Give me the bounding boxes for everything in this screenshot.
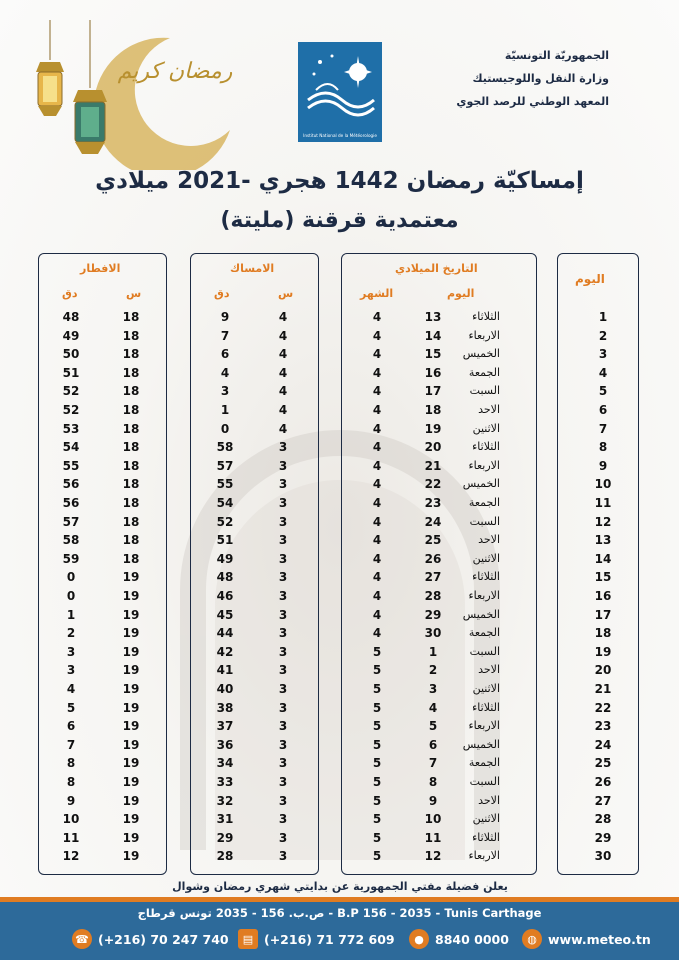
day-number-cell: 21 [594,682,612,696]
footer-address: ص.ب. 156 - 2035 تونس قرطاج - B.P 156 - 2035 - Tunis Carthage [137,906,542,920]
day-number-cell: 30 [594,849,612,864]
month-cell: 5 [372,775,382,789]
imsak-hour-cell: 3 [278,570,288,585]
month-cell: 5 [372,737,382,752]
date-day-cell: 29 [424,607,442,622]
date-day-cell: 10 [424,812,442,827]
day-number-cell: 14 [594,551,612,566]
month-cell: 4 [372,421,382,436]
month-cell: 5 [372,663,382,678]
imsak-hour-cell: 3 [278,756,288,771]
iftar-hour-cell: 18 [122,533,140,548]
month-cell: 4 [372,365,382,380]
iftar-minute-cell: 58 [62,533,80,548]
iftar-hour-cell: 19 [122,793,140,808]
ramadan-decoration [30,20,250,170]
iftar-minute-cell: 11 [62,830,80,845]
day-number-cell: 9 [598,458,608,473]
imsak-minute-cell: 6 [220,347,230,362]
date-day-cell: 2 [428,663,438,678]
date-day-cell: 17 [424,384,442,399]
day-number-cell: 27 [594,793,612,808]
weekday-cell: السبت [469,644,500,658]
day-number-cell: 13 [594,533,612,548]
day-number-cell: 15 [594,570,612,585]
institute-logo [298,42,382,142]
imsak-minute-cell: 36 [216,737,234,752]
website-text: www.meteo.tn [548,931,651,947]
weekday-cell: الثلاثاء [472,570,500,584]
day-number-cell: 19 [594,644,612,659]
day-number-cell: 12 [594,514,612,529]
month-cell: 5 [372,756,382,771]
ministry-header [456,44,609,113]
imsak-minute-cell: 37 [216,719,234,734]
greeting-calligraphy: رمضان كريم [117,59,233,84]
month-cell: 5 [372,849,382,864]
date-day-cell: 22 [424,477,442,492]
imsak-minute-cell: 28 [216,849,234,864]
weekday-cell: الثلاثاء [472,440,500,454]
weekday-cell: الثلاثاء [472,700,500,714]
weekday-cell: الاربعاء [468,589,500,602]
fax-text: (+216) 71 772 609 [264,931,395,947]
globe-icon: ◍ [522,929,542,949]
iftar-hour-cell: 19 [122,737,140,752]
imsak-minute-cell: 46 [216,589,234,603]
imsak-minute-cell: 55 [216,477,234,492]
iftar-minute-cell: 9 [66,793,76,808]
weekday-cell: الاثنين [472,421,500,435]
iftar-hour-header: س [126,287,142,300]
month-cell: 4 [372,570,382,585]
weekday-cell: الخميس [462,347,500,361]
imsak-minute-cell: 1 [220,403,230,417]
date-day-cell: 7 [428,756,438,771]
imsak-minute-cell: 42 [216,644,234,659]
iftar-hour-cell: 19 [122,607,140,622]
weekday-cell: الاحد [478,533,500,547]
iftar-minute-cell: 48 [62,310,80,324]
date-day-cell: 3 [428,682,438,696]
month-cell: 4 [372,626,382,641]
day-number-cell: 20 [594,663,612,678]
iftar-minute-cell: 52 [62,384,80,399]
imsak-hour-cell: 3 [278,626,288,641]
date-day-cell: 15 [424,347,442,362]
iftar-hour-cell: 18 [122,551,140,566]
imsak-minute-cell: 32 [216,793,234,808]
iftar-hour-cell: 19 [122,756,140,771]
imsak-hour-cell: 3 [278,793,288,808]
day-number-cell: 25 [594,756,612,771]
date-day-cell: 4 [428,700,438,715]
weekday-cell: الاثنين [472,812,500,826]
day-number-cell: 17 [594,607,612,622]
date-day-cell: 8 [428,775,438,789]
month-cell: 5 [372,700,382,715]
iftar-minute-cell: 51 [62,365,80,380]
weekday-cell: الخميس [462,477,500,491]
date-day-cell: 21 [424,458,442,473]
iftar-hour-cell: 18 [122,514,140,529]
day-number-cell: 10 [594,477,612,492]
iftar-hour-cell: 18 [122,477,140,492]
date-day-cell: 28 [424,589,442,603]
date-day-cell: 6 [428,737,438,752]
iftar-hour-cell: 18 [122,458,140,473]
iftar-hour-cell: 18 [122,384,140,399]
iftar-minute-cell: 10 [62,812,80,827]
iftar-hour-cell: 18 [122,328,140,343]
iftar-minute-cell: 55 [62,458,80,473]
imsak-hour-cell: 3 [278,440,288,455]
ministry-line: المعهد الوطني للرصد الجوي [456,95,609,108]
imsak-hour-cell: 3 [278,737,288,752]
date-day-cell: 12 [424,849,442,864]
month-cell: 5 [372,682,382,696]
day-number-cell: 7 [598,421,608,436]
iftar-hour-cell: 19 [122,700,140,715]
date-day-cell: 13 [424,310,442,324]
day-number-cell: 2 [598,328,608,343]
imsak-minute-cell: 29 [216,830,234,845]
iftar-minute-cell: 56 [62,477,80,492]
weekday-cell: الخميس [462,607,500,621]
iftar-hour-cell: 19 [122,775,140,789]
phone-contact[interactable] [72,928,229,950]
day-number-cell: 3 [598,347,608,362]
iftar-minute-cell: 4 [66,682,76,696]
iftar-hour-cell: 19 [122,719,140,734]
date-day-header: اليوم [447,287,475,300]
weekday-cell: الجمعة [468,496,500,509]
imsak-minute-cell: 9 [220,310,230,324]
month-cell: 4 [372,384,382,399]
date-day-cell: 1 [428,644,438,659]
imsak-hour-cell: 3 [278,514,288,529]
date-day-cell: 25 [424,533,442,548]
imsak-minute-cell: 31 [216,812,234,827]
weekday-cell: الاربعاء [468,719,500,733]
weekday-cell: الجمعة [468,365,500,379]
imsak-minute-cell: 52 [216,514,234,529]
day-number-cell: 4 [598,365,608,380]
imsak-hour-cell: 4 [278,365,288,380]
iftar-hour-cell: 18 [122,310,140,324]
month-cell: 4 [372,607,382,622]
day-number-cell: 26 [594,775,612,789]
ministry-line: وزارة النقل واللوجيستيك [472,72,609,85]
weekday-cell: السبت [469,384,500,398]
imsak-minute-cell: 3 [220,384,230,399]
iftar-minute-cell: 6 [66,719,76,734]
imsak-hour-cell: 3 [278,607,288,622]
month-cell: 4 [372,403,382,417]
month-cell: 5 [372,793,382,808]
month-cell: 4 [372,551,382,566]
imsak-minute-cell: 34 [216,756,234,771]
imsak-minute-cell: 51 [216,533,234,548]
weekday-cell: الاربعاء [468,849,500,863]
website-contact[interactable] [522,928,651,950]
imsak-minute-cell: 41 [216,663,234,678]
date-day-cell: 14 [424,328,442,343]
day-number-cell: 28 [594,812,612,827]
lantern-icon [36,62,64,116]
iftar-minute-cell: 52 [62,403,80,417]
imsak-minute-cell: 45 [216,607,234,622]
day-number-cell: 16 [594,589,612,603]
date-day-cell: 24 [424,514,442,529]
imsak-minute-cell: 0 [220,421,230,436]
weekday-cell: الخميس [462,737,500,751]
iftar-minute-cell: 7 [66,737,76,752]
date-day-cell: 11 [424,830,442,845]
imsak-hour-cell: 3 [278,644,288,659]
imsak-hour-cell: 3 [278,830,288,845]
green-number-text: 8840 0000 [435,931,509,947]
phone-icon: ☎ [72,929,92,949]
iftar-minute-cell: 0 [66,589,76,603]
iftar-minute-cell: 49 [62,328,80,343]
imsak-minute-cell: 57 [216,458,234,473]
imsak-minute-cell: 48 [216,570,234,585]
imsak-minute-cell: 40 [216,682,234,696]
imsak-minute-cell: 54 [216,496,234,510]
month-cell: 4 [372,533,382,548]
imsak-hour-cell: 3 [278,477,288,492]
imsak-hour-cell: 3 [278,700,288,715]
date-day-cell: 23 [424,496,442,510]
iftar-hour-cell: 18 [122,440,140,455]
green-number-contact[interactable] [409,928,509,950]
crescent-moon-icon [94,38,230,170]
imsak-hour-cell: 4 [278,310,288,324]
imsak-hour-cell: 4 [278,347,288,362]
fax-contact[interactable] [238,928,395,950]
iftar-hour-cell: 18 [122,421,140,436]
date-day-cell: 16 [424,365,442,380]
iftar-hour-cell: 19 [122,570,140,585]
imsak-minute-cell: 38 [216,700,234,715]
iftar-hour-cell: 19 [122,682,140,696]
imsak-hour-header: س [278,287,294,300]
imsak-hour-cell: 4 [278,421,288,436]
month-cell: 4 [372,477,382,492]
imsak-hour-cell: 3 [278,533,288,548]
iftar-minute-cell: 0 [66,570,76,585]
imsak-hour-cell: 3 [278,719,288,734]
iftar-hour-cell: 18 [122,496,140,510]
imsak-minute-cell: 4 [220,365,230,380]
iftar-hour-cell: 19 [122,663,140,678]
month-header: الشهر [360,287,394,300]
month-cell: 4 [372,589,382,603]
month-cell: 4 [372,458,382,473]
iftar-minute-cell: 12 [62,849,80,864]
date-day-cell: 9 [428,793,438,808]
imsak-hour-cell: 3 [278,496,288,510]
iftar-minute-cell: 54 [62,440,80,455]
weekday-cell: السبت [469,514,500,528]
logo-caption: Institut National de la Météorologie [303,133,377,138]
imsak-hour-cell: 4 [278,384,288,399]
page-subtitle: معتمدية قرقنة (مليتة) [220,208,459,233]
imsak-minute-cell: 33 [216,775,234,789]
iftar-hour-cell: 19 [122,830,140,845]
month-cell: 5 [372,644,382,659]
iftar-hour-cell: 19 [122,626,140,641]
imsak-header: الامساك [230,262,275,275]
date-day-cell: 26 [424,551,442,566]
month-cell: 4 [372,514,382,529]
month-cell: 4 [372,347,382,362]
iftar-minute-cell: 56 [62,496,80,510]
day-number-cell: 24 [594,737,612,752]
day-number-cell: 8 [598,440,608,455]
iftar-hour-cell: 18 [122,403,140,417]
imsak-hour-cell: 3 [278,458,288,473]
month-cell: 5 [372,830,382,845]
iftar-hour-cell: 18 [122,365,140,380]
iftar-minute-cell: 3 [66,644,76,659]
weekday-cell: الاثنين [472,551,500,565]
date-day-cell: 30 [424,626,442,641]
weekday-cell: الجمعة [468,626,500,640]
footnote: يعلن فضيلة مفتي الجمهورية عن بدايتي شهري رمضان وشوال [172,880,508,893]
weekday-cell: الاحد [478,663,500,677]
iftar-minute-cell: 59 [62,551,80,566]
imsak-hour-cell: 3 [278,551,288,566]
iftar-hour-cell: 19 [122,644,140,659]
weekday-cell: الاربعاء [468,328,500,342]
imsak-hour-cell: 3 [278,589,288,603]
day-number-cell: 29 [594,830,612,845]
iftar-minute-cell: 8 [66,775,76,789]
imsak-hour-cell: 3 [278,812,288,827]
imsak-minute-cell: 44 [216,626,234,641]
imsak-hour-cell: 3 [278,663,288,678]
day-header: اليوم [575,272,605,286]
iftar-header: الافطار [80,262,121,275]
iftar-minute-cell: 3 [66,663,76,678]
date-day-cell: 27 [424,570,442,585]
gregorian-date-header: التاريخ الميلادي [395,262,478,275]
month-cell: 4 [372,496,382,510]
imsak-hour-cell: 3 [278,849,288,864]
imsak-hour-cell: 3 [278,682,288,696]
weekday-cell: الثلاثاء [472,830,500,844]
imsak-minute-cell: 49 [216,551,234,566]
month-cell: 4 [372,310,382,324]
iftar-hour-cell: 19 [122,812,140,827]
lantern-icon [73,90,107,154]
month-cell: 4 [372,440,382,455]
page-title: إمساكيّة رمضان 1442 هجري -2021 ميلادي [95,168,584,194]
day-number-cell: 6 [598,403,608,417]
day-number-cell: 5 [598,384,608,399]
iftar-minute-cell: 8 [66,756,76,771]
day-number-cell: 18 [594,626,612,641]
day-number-cell: 22 [594,700,612,715]
phone-text: (+216) 70 247 740 [98,931,229,947]
iftar-minute-cell: 1 [66,607,76,622]
imsak-minute-cell: 7 [220,328,230,343]
imsak-minute-header: دق [214,287,230,300]
month-cell: 5 [372,719,382,734]
weekday-cell: الاربعاء [468,458,500,472]
date-day-cell: 18 [424,403,442,417]
weekday-cell: الاثنين [472,682,500,695]
weekday-cell: الاحد [478,403,500,416]
weekday-cell: السبت [469,775,500,788]
iftar-minute-cell: 57 [62,514,80,529]
iftar-minute-cell: 2 [66,626,76,641]
iftar-hour-cell: 19 [122,849,140,864]
weekday-cell: الجمعة [468,756,500,770]
day-number-cell: 11 [594,496,612,510]
ministry-line: الجمهوريّة التونسيّة [504,49,609,62]
fax-icon: ▤ [238,929,258,949]
weekday-cell: الاحد [478,793,500,807]
iftar-hour-cell: 19 [122,589,140,603]
day-number-cell: 1 [598,310,608,324]
location-pin-icon: ● [409,929,429,949]
iftar-minute-cell: 5 [66,700,76,715]
date-day-cell: 20 [424,440,442,455]
imsak-hour-cell: 4 [278,403,288,417]
weekday-cell: الثلاثاء [472,310,500,323]
imsak-hour-cell: 4 [278,328,288,343]
month-cell: 5 [372,812,382,827]
imsak-minute-cell: 58 [216,440,234,455]
date-day-cell: 5 [428,719,438,734]
imsak-hour-cell: 3 [278,775,288,789]
iftar-minute-cell: 53 [62,421,80,436]
month-cell: 4 [372,328,382,343]
iftar-minute-header: دق [62,287,78,300]
iftar-hour-cell: 18 [122,347,140,362]
day-number-cell: 23 [594,719,612,734]
iftar-minute-cell: 50 [62,347,80,362]
date-day-cell: 19 [424,421,442,436]
